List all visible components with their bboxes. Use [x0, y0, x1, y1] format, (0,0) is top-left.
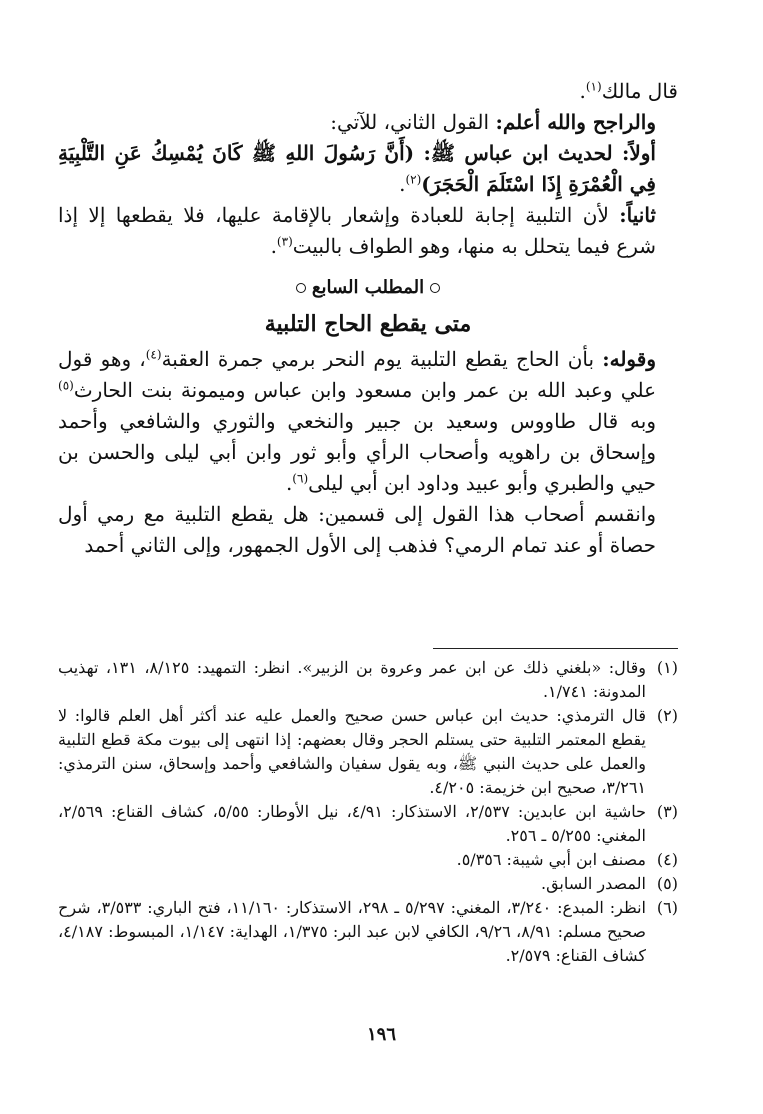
footnote-item: (٣) حاشية ابن عابدين: ٢/٥٣٧، الاستذكار: ٤/٩١، نيل الأوطار: ٥/٥٥، كشاف القناع: ٢/٥٦٩، المغني: ٥/٢٥٥ ـ ٢٥٦.	[58, 802, 678, 845]
section-title: متى يقطع الحاج التلبية	[264, 311, 472, 337]
section-label: المطلب السابع	[58, 272, 678, 303]
main-text	[58, 76, 678, 561]
footnote-ref-5: (٥)	[58, 378, 74, 393]
footnote-item: (٤) مصنف ابن أبي شيبة: ٥/٣٥٦.	[456, 850, 678, 869]
paragraph-1: قال مالك$^{(١)}$.	[579, 79, 678, 103]
footnote-item: (١) وقال: «بلغني ذلك عن ابن عمر وعروة بن الزبير». انظر: التمهيد: ٨/١٢٥، ١٣١، تهذيب المدونة: ١/٧٤١.	[58, 658, 678, 701]
footnote-divider	[433, 648, 678, 649]
circle-ornament-icon	[296, 283, 306, 293]
footnote-ref-2: (٢)	[405, 172, 422, 187]
circle-ornament-icon	[430, 283, 440, 293]
paragraph-2: والراجح والله أعلم: القول الثاني، للآتي:	[330, 110, 656, 134]
paragraph-4: ثانياً: لأن التلبية إجابة للعبادة وإشعار بالإقامة عليها، فلا يقطعها إلا إذا شرع فيما يتحلل به منها، وهو الطواف بالبيت$^{(٣)}$.	[58, 203, 656, 258]
paragraph-6: وانقسم أصحاب هذا القول إلى قسمين: هل يقطع التلبية مع رمي أول حصاة أو عند تمام الرمي؟ فذهب إلى الأول الجمهور، وإلى الثاني أحمد	[58, 502, 656, 557]
paragraph-3: أولاً: لحديث ابن عباس ﷺ: (أَنَّ رَسُولَ اللهِ ﷺ كَانَ يُمْسِكُ عَنِ التَّلْبِيَةِ فِي الْعُمْرَةِ إِذَا اسْتَلَمَ الْحَجَرَ)$^{(٢)}$.	[58, 141, 656, 196]
footnotes	[58, 656, 678, 968]
paragraph-5: وقوله: بأن الحاج يقطع التلبية يوم النحر برمي جمرة العقبة$^{(٤)}$، وهو قول علي وعبد الله بن عمر وابن مسعود وابن عباس وميمونة بنت الحارث$^{(٥)}$ وبه قال طاووس وسعيد بن جبير والنخعي والثوري والشافعي وأحمد وإسحاق بن راهويه وأصحاب الرأي وأبو ثور وابن أبي ليلى والحسن بن حيي والطبري وأبو عبيد وداود ابن أبي ليلى$^{(٦)}$.	[58, 347, 656, 495]
footnote-item: (٦) انظر: المبدع: ٣/٢٤٠، المغني: ٥/٢٩٧ ـ ٢٩٨، الاستذكار: ١١/١٦٠، فتح الباري: ٣/٥٣٣، شرح صحيح مسلم: ٨/٩١، ٩/٢٦، الكافي لابن عبد البر: ١/٣٧٥، الهداية: ١/١٤٧، المبسوط: ٤/١٨٧، كشاف القناع: ٢/٥٧٩.	[58, 898, 678, 965]
page-number: ١٩٦	[366, 1024, 396, 1045]
footnote-ref-3: (٣)	[276, 234, 293, 249]
footnote-item: (٥) المصدر السابق.	[540, 874, 678, 893]
footnote-ref-4: (٤)	[145, 347, 162, 362]
footnote-item: (٢) قال الترمذي: حديث ابن عباس حسن صحيح والعمل عليه عند أكثر أهل العلم قالوا: لا يقطع المعتمر التلبية حتى يستلم الحجر وقال بعضهم: إذا انتهى إلى بيوت مكة قطع التلبية والعمل على حديث النبي ﷺ، وبه يقول سفيان والشافعي وأحمد وإسحاق، سنن الترمذي: ٣/٢٦١، صحيح ابن خزيمة: ٤/٢٠٥.	[58, 706, 678, 797]
footnote-ref-1: (١)	[585, 79, 602, 94]
footnote-ref-6: (٦)	[292, 471, 309, 486]
